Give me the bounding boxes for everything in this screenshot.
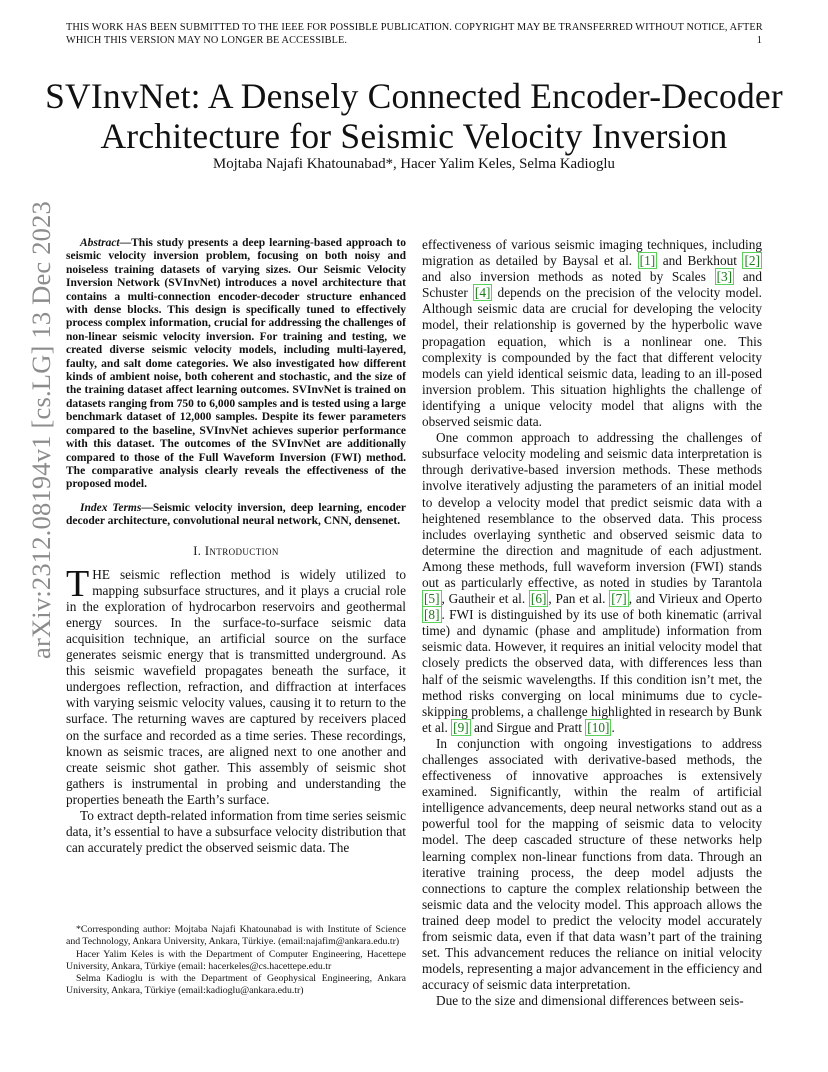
index-terms-text: —Seismic velocity inversion, deep learning, encoder decoder architecture, convolutional neural network, CNN, densenet.	[66, 501, 406, 528]
intro-paragraph-2: To extract depth-related information from time series seismic data, it’s essential to have a subsurface velocity distribution that can accurately predict the observed seismic data. The	[66, 808, 406, 856]
abstract-text: —This study presents a deep learning-based approach to seismic velocity inversion problem, focusing on both noisy and noiseless training datasets of varying sizes. Our Seismic Velocity Inversion Network (SVInvNet) introduces a novel architecture that contains a multi-connection encoder-decoder structure enhanced with dense blocks. This design is specifically tuned to effectively process complex information, crucial for addressing the challenges of non-linear seismic velocity inversion. For training and testing, we created diverse seismic velocity models, including multi-layered, faulty, and salt dome categories. We also investigated how different kinds of ambient noise, both coherent and stochastic, and the size of the training dataset affect learning outcomes. SVInvNet is trained on datasets ranging from 750 to 6,000 samples and is tested using a large benchmark dataset of 12,000 samples. Despite its fewer parameters compared to the baseline, SVInvNet achieves superior performance with this dataset. The outcomes of the SVInvNet are additionally compared to those of the Full Waveform Inversion (FWI) method. The comparative analysis clearly reveals the effectiveness of the proposed model.	[66, 237, 407, 491]
right-paragraph-2: One common approach to addressing the challenges of subsurface velocity modeling and seismic data interpretation is through derivative-based inversion methods. These methods involve iteratively adjusting the parameters of an initial model to develop a velocity model that predict seismic data with a heightened resemblance to the observed data. This process includes overlaying synthetic and observed seismic data to determine the direction and magnitude of each adjustment. Among these methods, full waveform inversion (FWI) stands out as particularly effective, as noted in studies by Tarantola [5] , Gautheir et al. [6] , Pan et al. [7] , and Virieux and Operto [8] . FWI is distinguished by its use of both kinematic (arrival time) and dynamic (phase and amplitude) information from seismic data. However, it requires an initial velocity model that closely predicts the observed data, with differences less than half of the seismic wavelengths. If this condition isn’t met, the method risks converging on local minimums due to cycle-skipping problems, a challenge highlighted in research by Bunk et al. [9] and Sirgue and Pratt [10] .	[422, 430, 762, 735]
citation-link[interactable]: [6]	[530, 591, 547, 607]
citation-link[interactable]: [4]	[474, 285, 491, 301]
right-column	[422, 237, 762, 1010]
citation-link[interactable]: [10]	[587, 719, 610, 735]
citation-link[interactable]: [7]	[611, 591, 627, 607]
abstract-label: Abstract	[80, 237, 120, 249]
right-paragraph-4: Due to the size and dimensional differences between seis-	[436, 993, 744, 1009]
drop-cap: T	[66, 562, 90, 605]
footnote-kadioglu: Selma Kadioglu is with the Department of Geophysical Engineering, Ankara University, Ankara, Türkiye (email:kadioglu@ankara.edu.tr)	[66, 973, 406, 997]
citation-link[interactable]: [1]	[639, 253, 656, 269]
footnote-keles: Hacer Yalim Keles is with the Department of Computer Engineering, Hacettepe University, Ankara, Türkiye (email: hacerkeles@cs.hacettepe.edu.tr	[66, 948, 406, 972]
abstract	[66, 237, 406, 492]
index-terms-label: Index Terms	[80, 501, 142, 514]
page-number: 1	[756, 35, 762, 46]
footnote-corresponding: *Corresponding author: Mojtaba Najafi Khatounabad is with Institute of Science and Technology, Ankara University, Ankara, Türkiye. (email:najafim@ankara.edu.tr)	[66, 924, 406, 948]
citation-link[interactable]: [2]	[744, 253, 760, 269]
right-paragraph-3: In conjunction with ongoing investigations to address challenges associated with derivative-based methods, the effectiveness of innovative approaches is extensively examined. Significantly, within the realm of artificial intelligence advancements, deep neural networks stand out as a powerful tool for the mapping of seismic data to velocity model. The deep cascaded structure of these networks help learning complex non-linear functions from data. Through an iterative training process, the deep model adjusts the connections to capture the complex relationship between the seismic data and the velocity model. This approach allows the trained deep model to predict the velocity model accurately from seismic data, even if that data wasn’t part of the training set. This advancement reduces the reliance on initial velocity models, representing a major advancement in the efficiency and accuracy of seismic data interpretation.	[422, 735, 762, 993]
ieee-notice: THIS WORK HAS BEEN SUBMITTED TO THE IEEE FOR POSSIBLE PUBLICATION. COPYRIGHT MAY BE TRANSFERRED WITHOUT NOTICE, AFTER WHICH THIS VERSION MAY NO LONGER BE ACCESSIBLE.	[66, 22, 763, 46]
citation-link[interactable]: [3]	[716, 269, 733, 285]
paper-title: SVInvNet: A Densely Connected Encoder-Decoder Architecture for Seismic Velocity Inversion	[45, 76, 783, 156]
index-terms	[66, 502, 406, 529]
right-paragraph-1: effectiveness of various seismic imaging techniques, including migration as detailed by Baysal et al. [1] and Berkhout [2] and also inversion methods as noted by Scales [3] and Schuster [4] depends on the precision of the velocity model. Although seismic data are crucial for developing the velocity model, their relationship is governed by the hyperbolic wave propagation equation, which is a nonlinear one. This complexity is compounded by the fact that different velocity models can yield identical seismic data, leading to an ill-posed inversion problem. This situation highlights the challenge of identifying a unique velocity model that aligns with the observed seismic data.	[422, 237, 762, 430]
citation-link[interactable]: [9]	[453, 719, 469, 735]
citation-link[interactable]: [5]	[424, 591, 440, 607]
arxiv-stamp[interactable]: arXiv:2312.08194v1 [cs.LG] 13 Dec 2023	[26, 201, 56, 660]
author-list: Mojtaba Najafi Khatounabad*, Hacer Yalim Keles, Selma Kadioglu	[213, 156, 615, 172]
left-column	[66, 237, 406, 856]
intro-paragraph-1: THE seismic reflection method is widely utilized to mapping subsurface structures, and it plays a crucial role in the exploration of hydrocarbon reservoirs and geothermal energy sources. In the surface-to-surface seismic data acquisition technique, an artificial source on the surface generates seismic energy that is transmitted underground. As this seismic wavefield propagates beneath the surface, it undergoes reflection, refraction, and diffraction at interfaces with varying seismic velocity values, causing it to return to the surface. The returning waves are captured by receivers placed on the surface and recorded as a time series. These recordings, known as seismic traces, are aligned next to one another and create seismic shot gather. This assembly of seismic shot gathers is instrumental in probing and understanding the properties beneath the Earth’s surface.	[66, 562, 406, 807]
footnotes	[66, 924, 406, 998]
citation-link[interactable]: [8]	[424, 607, 440, 623]
section-heading-introduction: I. Introduction	[193, 543, 279, 558]
